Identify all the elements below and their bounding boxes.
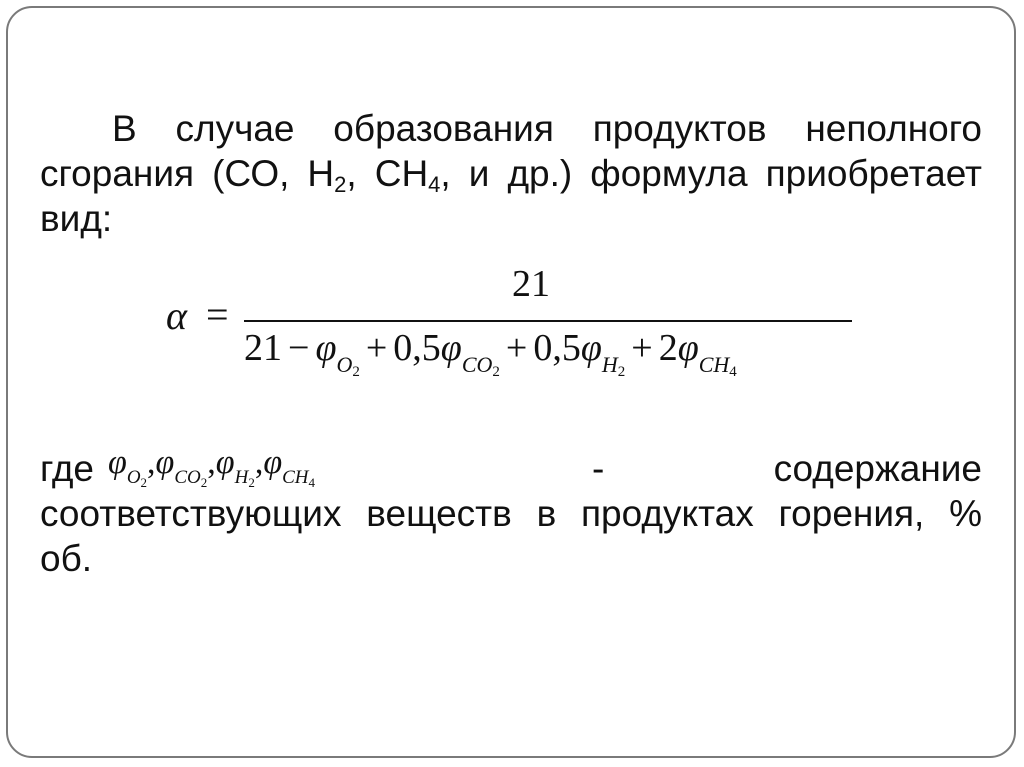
intro-text-2b: , СН bbox=[346, 153, 429, 194]
definition-line-2: соответствующих веществ в продуктах горения, % bbox=[40, 493, 982, 534]
intro-paragraph bbox=[40, 106, 982, 241]
coef-ch4: 2 bbox=[658, 327, 678, 369]
definition-line-1 bbox=[40, 446, 982, 491]
plus-sign-2: + bbox=[505, 327, 528, 369]
where-word: где bbox=[40, 448, 95, 489]
intro-text-2a: сгорания (СО, Н bbox=[40, 153, 335, 194]
coef-h2: 0,5 bbox=[533, 327, 581, 369]
minus-sign: − bbox=[288, 327, 310, 369]
definition-line-3: об. bbox=[40, 538, 93, 579]
sub-ch4: CH4 bbox=[698, 352, 737, 380]
intro-line-3 bbox=[40, 196, 982, 241]
formula-denominator bbox=[244, 326, 737, 380]
coef-co2: 0,5 bbox=[393, 327, 441, 369]
plus-sign-3: + bbox=[631, 327, 653, 369]
formula-numerator: 21 bbox=[512, 263, 550, 305]
inline-phi-list: $\varphi_{O_2},\varphi_{CO_2},\varphi_{H_2},\varphi_{CH_4}$ bbox=[108, 444, 316, 490]
denominator-constant: 21 bbox=[244, 327, 282, 369]
sub-co2: CO2 bbox=[461, 352, 500, 380]
plus-sign-1: + bbox=[365, 327, 388, 369]
dash-separator: - bbox=[592, 448, 605, 489]
intro-text-3: вид: bbox=[40, 198, 113, 239]
intro-text-1: В случае образования продуктов неполного bbox=[112, 108, 982, 149]
sub-h2: H2 bbox=[601, 352, 626, 380]
intro-text-2c: , и др.) формула приобретает bbox=[440, 153, 982, 194]
phi-co2: φ bbox=[440, 327, 462, 369]
subscript-ch4: 4 bbox=[428, 172, 441, 197]
alpha-formula bbox=[160, 262, 860, 380]
phi-o2: φ bbox=[315, 327, 337, 369]
subscript-h2: 2 bbox=[334, 172, 347, 197]
phi-ch4: φ bbox=[677, 327, 699, 369]
sub-o2: O2 bbox=[336, 352, 360, 380]
intro-line-2 bbox=[40, 151, 982, 196]
content-word: содержание bbox=[773, 448, 982, 489]
alpha-symbol: α bbox=[166, 293, 187, 338]
definition-paragraph bbox=[40, 446, 982, 581]
equals-sign: = bbox=[206, 292, 229, 337]
intro-line-1 bbox=[40, 106, 982, 151]
phi-h2: φ bbox=[580, 327, 602, 369]
fraction-bar bbox=[244, 320, 852, 322]
